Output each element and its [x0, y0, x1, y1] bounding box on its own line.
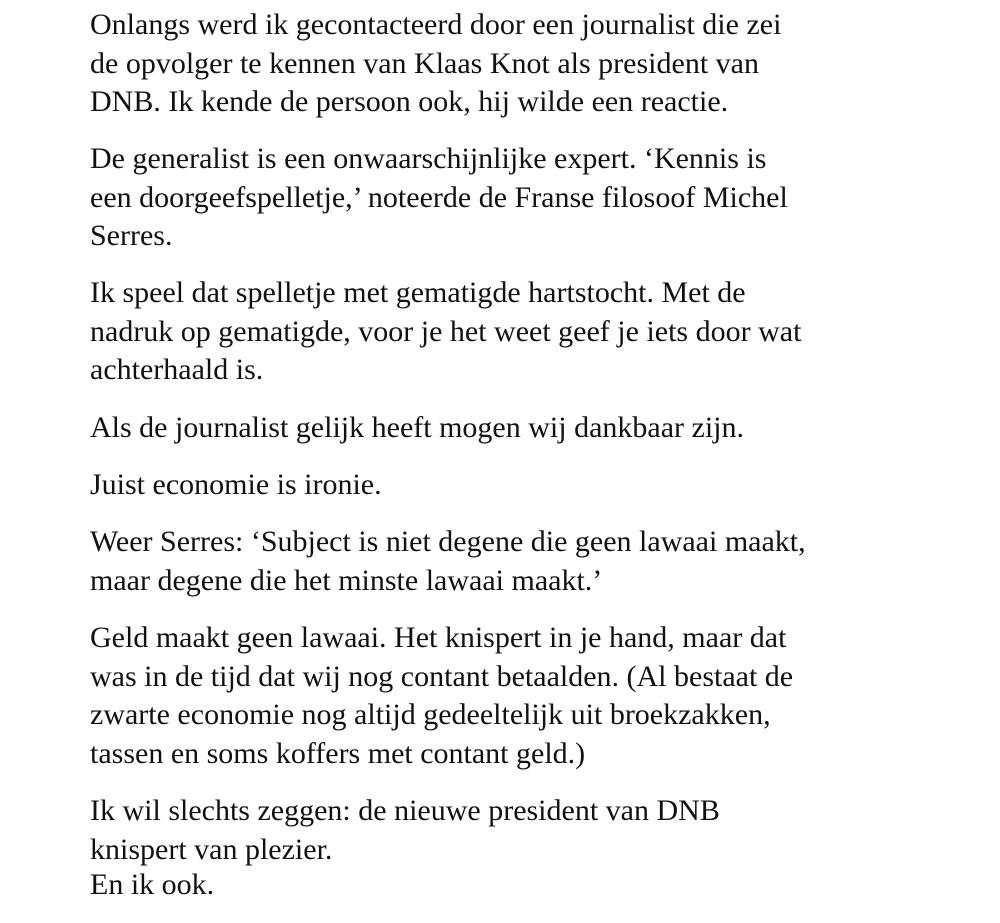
- text-line: knispert van plezier.: [90, 832, 333, 866]
- text-line: nadruk op gematigde, voor je het weet geef je iets door wat: [90, 314, 802, 348]
- paragraph-economy-irony: [90, 466, 382, 505]
- paragraph-closing: [90, 866, 214, 905]
- paragraph-generalist: [90, 140, 788, 256]
- paragraph-serres-quote: [90, 523, 806, 600]
- text-line: Serres.: [90, 219, 173, 252]
- text-line: DNB. Ik kende de persoon ook, hij wilde een reactie.: [90, 85, 729, 118]
- text-line: Onlangs werd ik gecontacteerd door een journalist die zei: [90, 8, 782, 41]
- text-line: Ik wil slechts zeggen: de nieuwe president van DNB: [90, 794, 720, 827]
- paragraph-new-president: [90, 792, 720, 869]
- text-line: Juist economie is ironie.: [90, 468, 382, 501]
- text-line: zwarte economie nog altijd gedeeltelijk uit broekzakken,: [90, 698, 771, 731]
- text-line: Geld maakt geen lawaai. Het knispert in je hand, maar dat: [90, 621, 787, 654]
- text-line: De generalist is een onwaarschijnlijke expert. ‘Kennis is: [90, 142, 767, 175]
- paragraph-moderate-passion: [90, 274, 801, 390]
- text-line: En ik ook.: [90, 868, 215, 901]
- text-line: was in de tijd dat wij nog contant betaalden. (Al bestaat de: [90, 659, 794, 693]
- text-line: maar degene die het minste lawaai maakt.’: [90, 563, 603, 597]
- text-line: Als de journalist gelijk heeft mogen wij dankbaar zijn.: [90, 411, 744, 444]
- text-line: een doorgeefspelletje,’ noteerde de Franse filosoof Michel: [90, 180, 788, 214]
- text-line: Ik speel dat spelletje met gematigde hartstocht. Met de: [90, 276, 746, 309]
- text-line: de opvolger te kennen van Klaas Knot als president van: [90, 46, 759, 80]
- paragraph-contacted-by-journalist: [90, 6, 781, 122]
- paragraph-grateful: [90, 409, 744, 448]
- text-line: Weer Serres: ‘Subject is niet degene die geen lawaai maakt,: [90, 525, 806, 558]
- text-line: tassen en soms koffers met contant geld.): [90, 736, 586, 770]
- text-line: achterhaald is.: [90, 353, 264, 386]
- paragraph-money-noise: [90, 619, 793, 773]
